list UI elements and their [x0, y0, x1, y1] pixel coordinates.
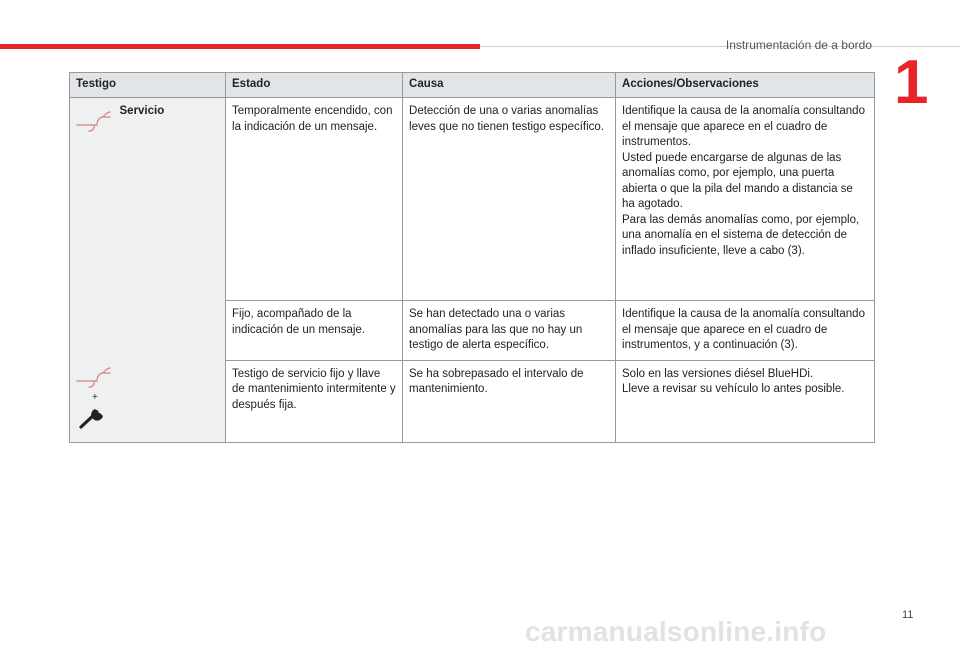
- service-icon-cell: [70, 98, 114, 361]
- row3-acciones-line: Lleve a revisar su vehículo lo antes posible.: [622, 383, 845, 395]
- table-header-row: [70, 73, 875, 98]
- service-combo-icon-cell: [70, 360, 114, 442]
- warning-name-servicio: Servicio: [114, 98, 226, 443]
- column-header-causa: Causa: [403, 73, 616, 98]
- page-number: 11: [902, 609, 914, 621]
- row1-estado: Temporalmente encendido, con la indicación de un mensaje.: [226, 98, 403, 301]
- warning-lights-table: [69, 72, 875, 443]
- row1-acciones-line: Usted puede encargarse de algunas de las anomalías como, por ejemplo, una puerta abierta o que la pila del mando a distancia se ha agotado.: [622, 151, 853, 210]
- row3-acciones: [616, 360, 875, 442]
- row1-acciones-line: Identifique la causa de la anomalía consultando el mensaje que aparece en el cuadro de instrumentos.: [622, 105, 865, 148]
- section-title: Instrumentación de a bordo: [725, 38, 872, 52]
- row1-causa: Detección de una o varias anomalías leves que no tienen testigo específico.: [403, 98, 616, 301]
- row3-causa: Se ha sobrepasado el intervalo de mantenimiento.: [403, 360, 616, 442]
- header-divider: [480, 46, 960, 47]
- plus-sign: +: [92, 392, 98, 403]
- column-header-acciones: Acciones/Observaciones: [616, 73, 875, 98]
- row2-estado: Fijo, acompañado de la indicación de un mensaje.: [226, 301, 403, 361]
- row1-acciones: [616, 98, 875, 301]
- maintenance-key-icon: [81, 409, 103, 427]
- service-wrench-icon: [70, 98, 114, 138]
- row1-acciones-line: Para las demás anomalías como, por ejemplo, una anomalía en el sistema de detección de inflado insuficiente, lleve a cabo (3).: [622, 213, 860, 257]
- row3-acciones-line: Solo en las versiones diésel BlueHDi.: [622, 367, 814, 380]
- watermark: carmanualsonline.info: [525, 616, 827, 647]
- header-red-bar: [0, 44, 480, 49]
- table-row: [70, 98, 875, 301]
- column-header-testigo: Testigo: [70, 73, 226, 98]
- row2-causa: Se han detectado una o varias anomalías para las que no hay un testigo de alerta específico.: [403, 301, 616, 361]
- row2-acciones: [616, 301, 875, 361]
- row3-estado: Testigo de servicio fijo y llave de mantenimiento intermitente y después fija.: [226, 360, 403, 442]
- column-header-estado: Estado: [226, 73, 403, 98]
- chapter-number: 1: [894, 48, 929, 117]
- row2-acciones-line: Identifique la causa de la anomalía consultando el mensaje que aparece en el cuadro de instrumentos, y a continuación (3).: [622, 308, 865, 351]
- service-wrench-plus-key-icon: [70, 360, 114, 436]
